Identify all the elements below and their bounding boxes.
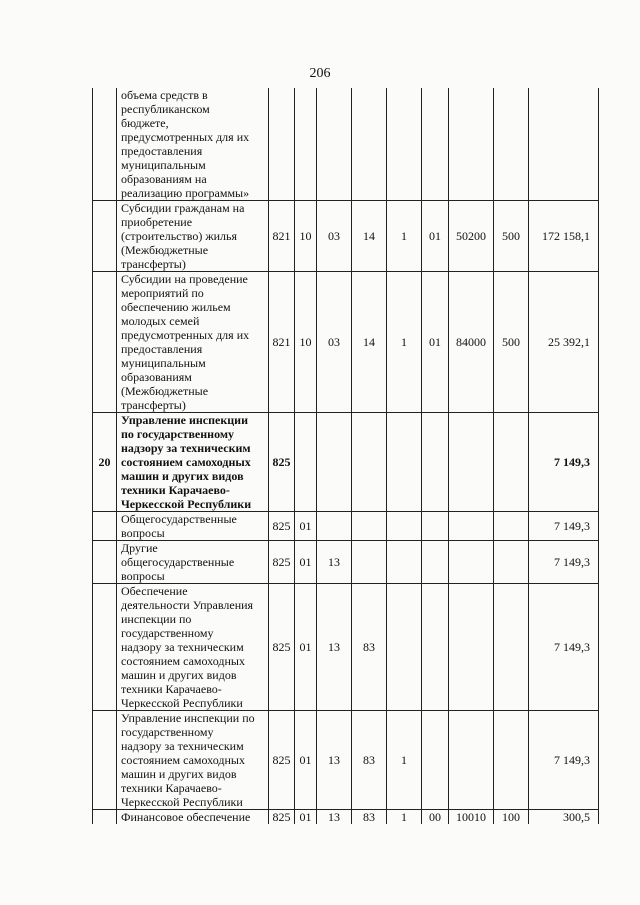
row-number-cell [93,272,117,413]
section-code-cell [295,88,317,201]
item-name-cell: Управление инспекции по государственному надзору за техническим состоянием самоходных машин и других видов техники Карачаево- Черкесской Республики [117,413,269,512]
table-row [93,541,599,584]
amount-cell: 7 149,3 [529,711,599,810]
subsection-code-cell: 13 [317,584,352,711]
program-code-cell: 83 [352,810,387,825]
program-code-cell: 83 [352,584,387,711]
subprogram-code-cell: 1 [387,272,422,413]
expense-type-cell [494,413,529,512]
measure-code-cell [422,413,449,512]
section-code-cell: 01 [295,711,317,810]
amount-cell: 7 149,3 [529,541,599,584]
subsection-code-cell: 13 [317,810,352,825]
measure-code-cell [422,512,449,541]
ministry-code-cell: 825 [269,413,295,512]
item-name-cell: Субсидии гражданам на приобретение (строительство) жилья (Межбюджетные трансферты) [117,201,269,272]
item-name-cell: Управление инспекции по государственному надзору за техническим состоянием самоходных машин и других видов техники Карачаево- Черкесской Республики [117,711,269,810]
expense-type-cell: 100 [494,810,529,825]
measure-code-cell [422,584,449,711]
subsection-code-cell: 13 [317,711,352,810]
section-code-cell: 01 [295,810,317,825]
table-row [93,584,599,711]
expense-type-cell: 500 [494,201,529,272]
subsection-code-cell [317,413,352,512]
amount-cell: 7 149,3 [529,512,599,541]
amount-cell: 300,5 [529,810,599,825]
program-code-cell [352,413,387,512]
amount-cell [529,88,599,201]
amount-cell: 7 149,3 [529,413,599,512]
row-number-cell [93,201,117,272]
ministry-code-cell: 825 [269,512,295,541]
subprogram-code-cell [387,88,422,201]
table-row [93,512,599,541]
subprogram-code-cell [387,584,422,711]
expense-type-cell [494,711,529,810]
item-name-cell: Финансовое обеспечение [117,810,269,825]
expense-type-cell [494,512,529,541]
ministry-code-cell: 825 [269,711,295,810]
expense-type-cell [494,584,529,711]
subprogram-code-cell: 1 [387,810,422,825]
section-code-cell: 01 [295,512,317,541]
subprogram-code-cell: 1 [387,201,422,272]
program-code-cell [352,88,387,201]
ministry-code-cell: 821 [269,201,295,272]
budget-table [92,88,599,824]
program-code-cell: 14 [352,201,387,272]
amount-cell: 25 392,1 [529,272,599,413]
expense-type-cell [494,541,529,584]
table-row [93,88,599,201]
ministry-code-cell: 825 [269,810,295,825]
row-number-cell [93,541,117,584]
table-row [93,810,599,825]
ministry-code-cell: 821 [269,272,295,413]
measure-code-cell: 00 [422,810,449,825]
subsection-code-cell: 13 [317,541,352,584]
expense-code-cell: 10010 [449,810,494,825]
measure-code-cell [422,541,449,584]
section-code-cell: 01 [295,584,317,711]
subprogram-code-cell [387,541,422,584]
expense-code-cell [449,413,494,512]
row-number-cell [93,711,117,810]
section-code-cell: 10 [295,272,317,413]
measure-code-cell [422,711,449,810]
subprogram-code-cell [387,512,422,541]
row-number-cell [93,512,117,541]
expense-type-cell [494,88,529,201]
expense-code-cell [449,584,494,711]
row-number-cell [93,584,117,711]
item-name-cell: Общегосударственные вопросы [117,512,269,541]
item-name-cell: объема средств в республиканском бюджете, предусмотренных для их предоставления муниципальным образованиям на реализацию программы» [117,88,269,201]
ministry-code-cell: 825 [269,584,295,711]
measure-code-cell [422,88,449,201]
expense-code-cell [449,512,494,541]
expense-type-cell: 500 [494,272,529,413]
program-code-cell: 14 [352,272,387,413]
item-name-cell: Другие общегосударственные вопросы [117,541,269,584]
amount-cell: 172 158,1 [529,201,599,272]
subsection-code-cell: 03 [317,272,352,413]
subsection-code-cell: 03 [317,201,352,272]
program-code-cell [352,512,387,541]
item-name-cell: Обеспечение деятельности Управления инспекции по государственному надзору за техническим состоянием самоходных машин и других видов техники Карачаево- Черкесской Республики [117,584,269,711]
table-row [93,272,599,413]
expense-code-cell [449,88,494,201]
page-number: 206 [309,66,331,81]
item-name-cell: Субсидии на проведение мероприятий по обеспечению жильем молодых семей предусмотренных для их предоставления муниципальным образованиям (Межбюджетные трансферты) [117,272,269,413]
subprogram-code-cell [387,413,422,512]
ministry-code-cell: 825 [269,541,295,584]
row-number-cell [93,810,117,825]
amount-cell: 7 149,3 [529,584,599,711]
table-row [93,413,599,512]
subprogram-code-cell: 1 [387,711,422,810]
table-row [93,201,599,272]
expense-code-cell [449,711,494,810]
section-code-cell: 01 [295,541,317,584]
expense-code-cell: 50200 [449,201,494,272]
subsection-code-cell [317,88,352,201]
expense-code-cell: 84000 [449,272,494,413]
measure-code-cell: 01 [422,201,449,272]
ministry-code-cell [269,88,295,201]
section-code-cell: 10 [295,201,317,272]
budget-table-body [93,88,599,824]
subsection-code-cell [317,512,352,541]
measure-code-cell: 01 [422,272,449,413]
section-code-cell [295,413,317,512]
row-number-cell [93,88,117,201]
row-number-cell: 20 [93,413,117,512]
program-code-cell: 83 [352,711,387,810]
expense-code-cell [449,541,494,584]
table-row [93,711,599,810]
program-code-cell [352,541,387,584]
